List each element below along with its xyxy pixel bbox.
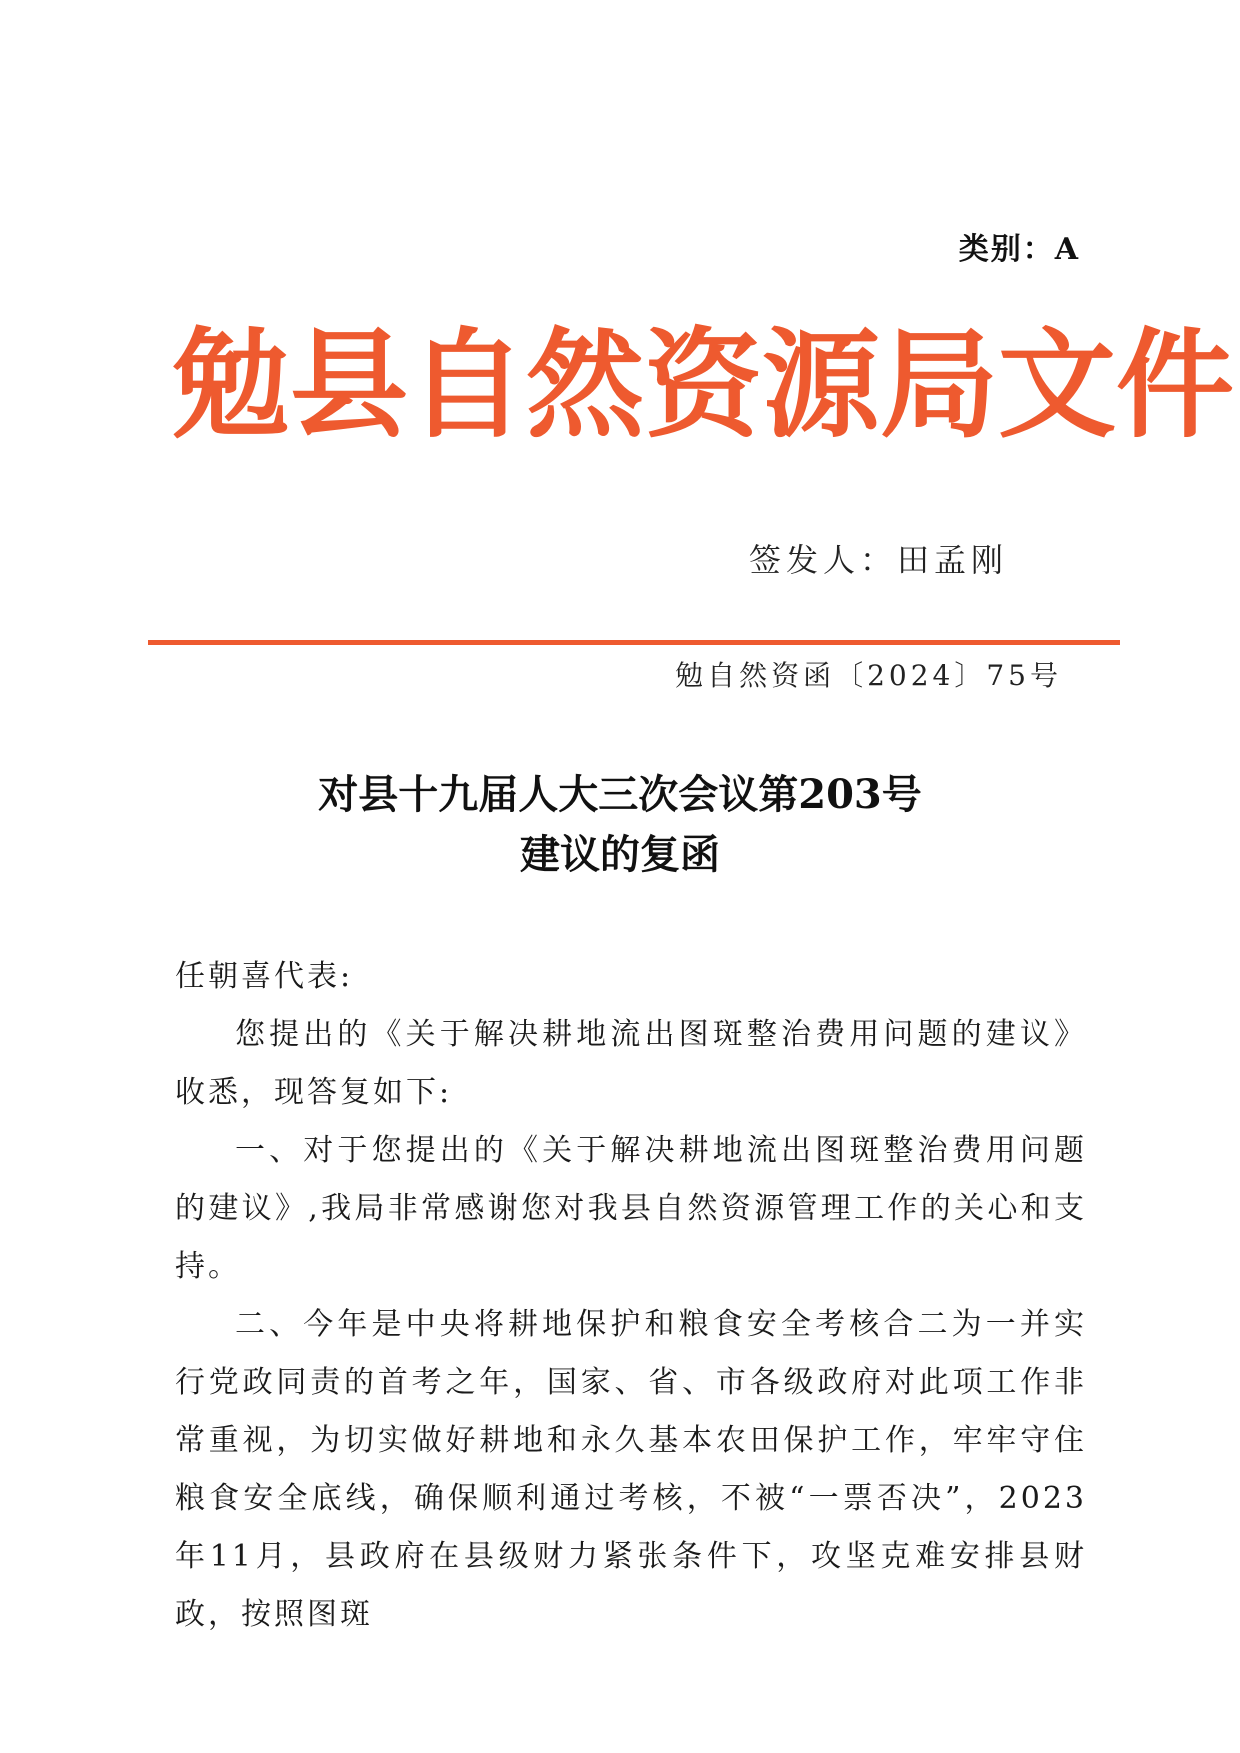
body-paragraph-3: 二、今年是中央将耕地保护和粮食安全考核合二为一并实行党政同责的首考之年，国家、省、市各级政府对此项工作非常重视，为切实做好耕地和永久基本农田保护工作，牢牢守住粮食安全底线，确保顺利通过考核，不被“一票否决”，2023年11月，县政府在县级财力紧张条件下，攻坚克难安排县财政，按照图斑 (175, 1307, 1087, 1632)
signer-line: 签发人：田孟刚 (748, 541, 1008, 579)
document-title (0, 765, 1240, 885)
salutation: 任朝喜代表: (175, 959, 354, 994)
red-divider (148, 640, 1120, 645)
title-line-2: 建议的复函 (520, 831, 720, 878)
issuer-header: 勉县自然资源局文件 (172, 315, 1235, 454)
title-line-1: 对县十九届人大三次会议第203号 (318, 771, 922, 818)
document-number: 勉自然资函〔2024〕75号 (675, 659, 1062, 692)
category-label: 类别：A (958, 232, 1080, 267)
letter-body (175, 948, 1087, 1644)
body-paragraph-2: 一、对于您提出的《关于解决耕地流出图斑整治费用问题的建议》,我局非常感谢您对我县自然资源管理工作的关心和支持。 (175, 1133, 1087, 1284)
body-paragraph-1: 您提出的《关于解决耕地流出图斑整治费用问题的建议》收悉，现答复如下: (175, 1017, 1087, 1110)
